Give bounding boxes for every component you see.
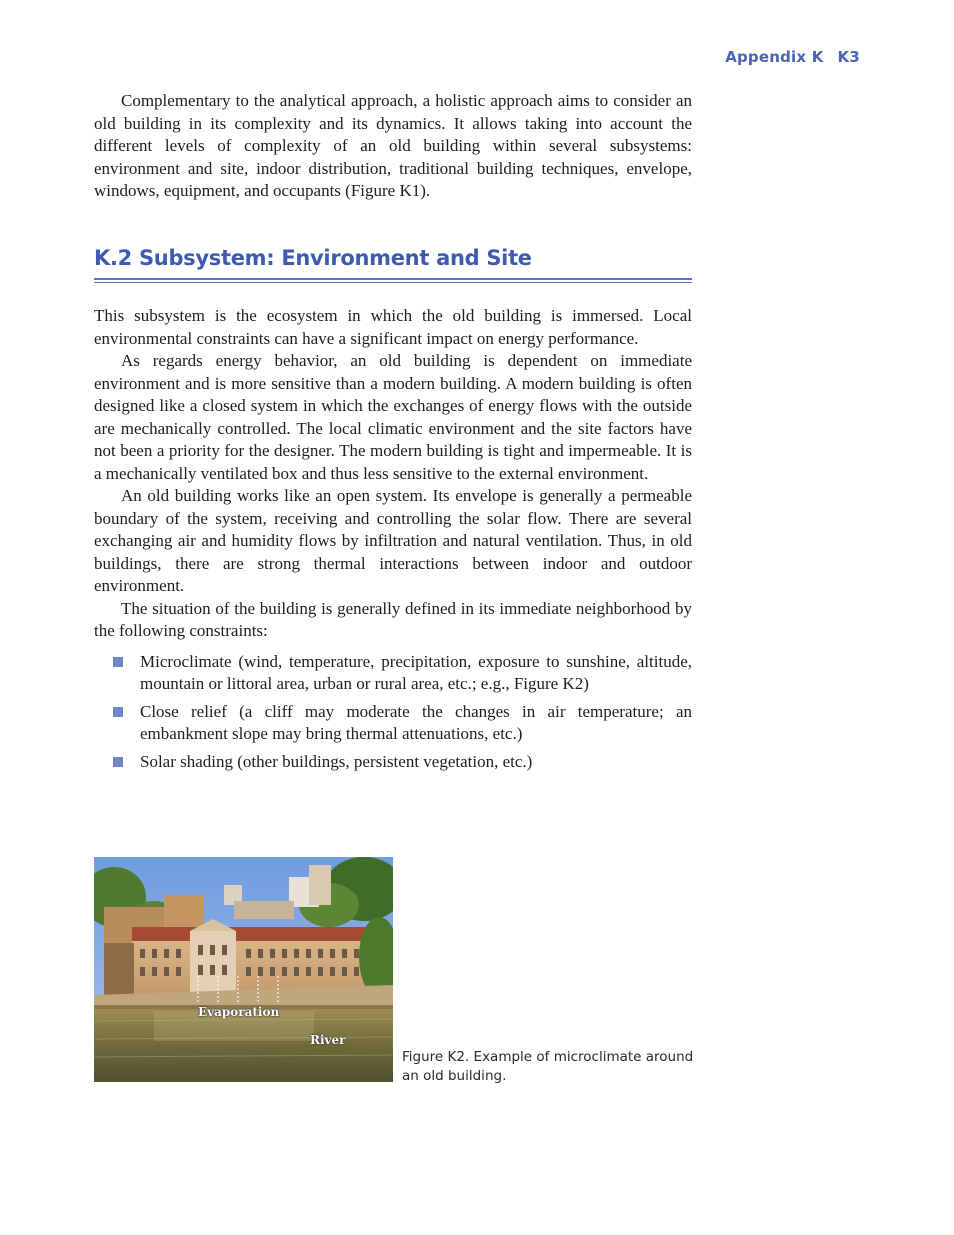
body-paragraph-1: This subsystem is the ecosystem in which the old building is immersed. Local environmental constraints can have a significant impact on energy performance. [94, 306, 692, 348]
page-number: K3 [837, 48, 860, 66]
list-item [94, 751, 692, 774]
evaporation-label: Evaporation [198, 1005, 280, 1019]
running-head [725, 48, 860, 66]
intro-block [94, 90, 692, 203]
riverside-building-illustration [94, 857, 393, 1082]
bullet-square-icon [113, 707, 123, 717]
bullet-square-icon [113, 657, 123, 667]
heading-rule-thin [94, 282, 692, 283]
intro-paragraph: Complementary to the analytical approach, a holistic approach aims to consider an old building in its complexity and its dynamics. It allows taking into account the different levels of complexity of an old building within several subsystems: environment and site, indoor distribution, traditional building techniques, envelope, windows, equipment, and occupants (Figure K1). [94, 91, 692, 200]
heading-rule [94, 278, 692, 280]
running-head-section: Appendix K [725, 48, 824, 66]
river-label: River [310, 1033, 346, 1047]
body-paragraph-2: As regards energy behavior, an old building is dependent on immediate environment and is more sensitive than a modern building. A modern building is often designed like a closed system in which the exchanges of energy flows with the outside are mechanically controlled. The local climatic environment and the site factors have not been a priority for the designer. The modern building is tight and impermeable. It is a mechanically ventilated box and thus less sensitive to the external environment. [94, 351, 692, 483]
list-item [94, 701, 692, 746]
figure-caption: Figure K2. Example of microclimate around an old building. [402, 1049, 694, 1084]
body-paragraph-3: An old building works like an open system. Its envelope is generally a permeable boundary of the system, receiving and controlling the solar flow. There are several exchanging air and humidity flows by infiltration and natural ventilation. Thus, in old buildings, there are strong thermal interactions between indoor and outdoor environment. [94, 486, 692, 595]
list-item-text: Microclimate (wind, temperature, precipitation, exposure to sunshine, altitude, mountain or littoral area, urban or rural area, etc.; e.g., Figure K2) [140, 651, 692, 693]
section-heading-block [94, 244, 692, 283]
section-heading: K.2 Subsystem: Environment and Site [94, 246, 532, 270]
section-body [94, 305, 692, 778]
list-item [94, 651, 692, 696]
list-item-text: Solar shading (other buildings, persistent vegetation, etc.) [140, 751, 533, 771]
body-paragraph-4: The situation of the building is generally defined in its immediate neighborhood by the following constraints: [94, 598, 692, 640]
constraint-list [94, 651, 692, 774]
list-item-text: Close relief (a cliff may moderate the changes in air temperature; an embankment slope may bring thermal attenuations, etc.) [140, 701, 692, 743]
figure-k2-photo [94, 857, 393, 1082]
bullet-square-icon [113, 757, 123, 767]
